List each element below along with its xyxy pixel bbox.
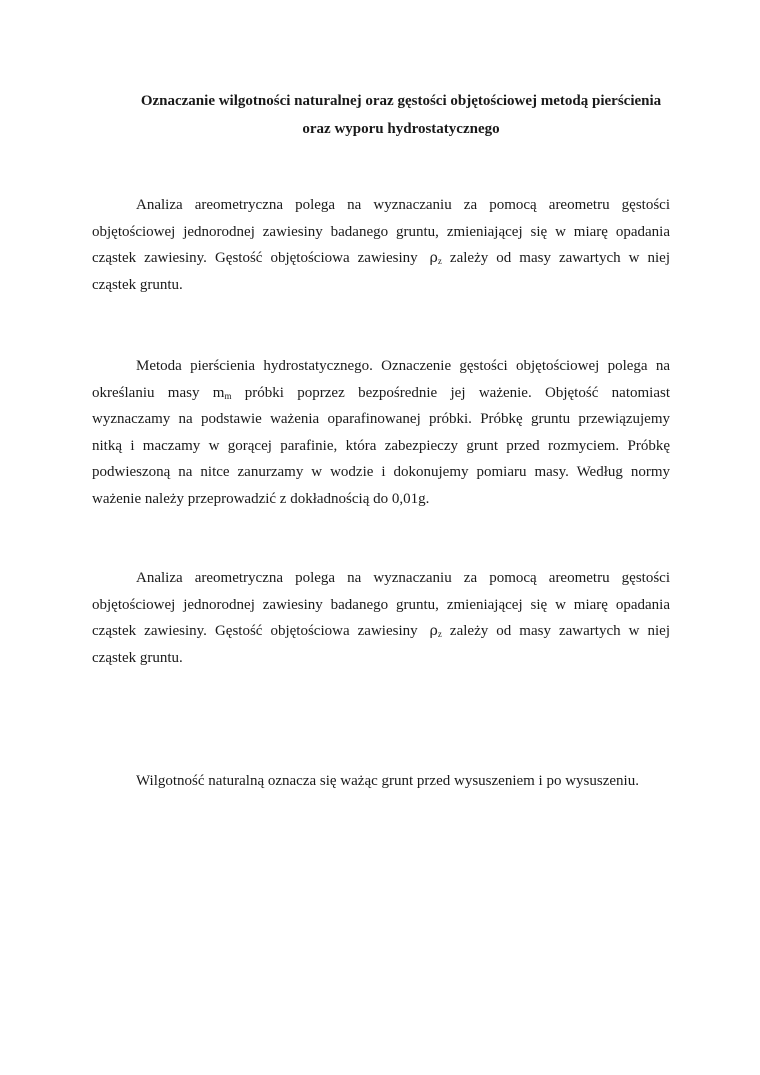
paragraph-3: [92, 565, 670, 671]
paragraph-3-line-3: [92, 618, 670, 645]
paragraph-2-line-5: podwieszoną na nitce zanurzamy w wodzie i dokonujemy pomiaru masy. Według normy: [92, 464, 670, 480]
paragraph-3-line-3-end: zależy od masy zawartych w niej: [449, 623, 670, 639]
paragraph-1-line-2: objętościowej jednorodnej zawiesiny badanego gruntu, zmieniającej się w miarę opadania: [92, 223, 670, 240]
paragraph-3-line-1: Analiza areometryczna polega na wyznaczaniu za pomocą areometru gęstości: [136, 570, 670, 586]
rho-subscript: z: [437, 256, 442, 266]
rho-symbol: ρ: [429, 250, 438, 266]
paragraph-2-line-2: [92, 380, 670, 407]
paragraph-1-line-1: Analiza areometryczna polega na wyznaczaniu za pomocą areometru gęstości: [136, 197, 670, 213]
rho-subscript: z: [437, 629, 442, 639]
paragraph-4: Wilgotność naturalną oznacza się ważąc grunt przed wysuszeniem i po wysuszeniu.: [136, 773, 639, 789]
paragraph-3-line-2: objętościowej jednorodnej zawiesiny badanego gruntu, zmieniającej się w miarę opadania: [92, 596, 670, 613]
paragraph-1-line-3-end: zależy od masy zawartych w niej: [449, 250, 670, 266]
paragraph-1-line-4: cząstek gruntu.: [92, 276, 183, 293]
document-title-line-1: Oznaczanie wilgotności naturalnej oraz gęstości objętościowej metodą pierścienia: [140, 93, 662, 109]
paragraph-2-line-2-end: próbki poprzez bezpośrednie jej ważenie. Objętość natomiast: [244, 384, 670, 401]
paragraph-1: [92, 192, 670, 298]
paragraph-2-line-6: ważenie należy przeprowadzić z dokładnością do 0,01g.: [92, 490, 430, 507]
paragraph-3-line-3-start: cząstek zawiesiny. Gęstość objętościowa zawiesiny: [92, 623, 418, 639]
paragraph-2-line-2-start: określaniu masy m: [92, 384, 225, 401]
rho-symbol: ρ: [429, 623, 438, 639]
mass-subscript: m: [224, 390, 232, 401]
paragraph-2-line-3: wyznaczamy na podstawie ważenia oparafinowanej próbki. Próbkę gruntu przewiązujemy: [92, 411, 670, 427]
document-title-line-2: oraz wyporu hydrostatycznego: [302, 121, 500, 137]
paragraph-1-line-3-start: cząstek zawiesiny. Gęstość objętościowa zawiesiny: [92, 250, 418, 266]
paragraph-2-line-1: Metoda pierścienia hydrostatycznego. Oznaczenie gęstości objętościowej polega na: [136, 358, 670, 374]
paragraph-1-line-3: [92, 245, 670, 272]
paragraph-2-line-4: nitką i maczamy w gorącej parafinie, która zabezpieczy grunt przed rozmyciem. Próbkę: [92, 437, 670, 454]
paragraph-3-line-4: cząstek gruntu.: [92, 649, 183, 666]
paragraph-2: [92, 353, 670, 512]
